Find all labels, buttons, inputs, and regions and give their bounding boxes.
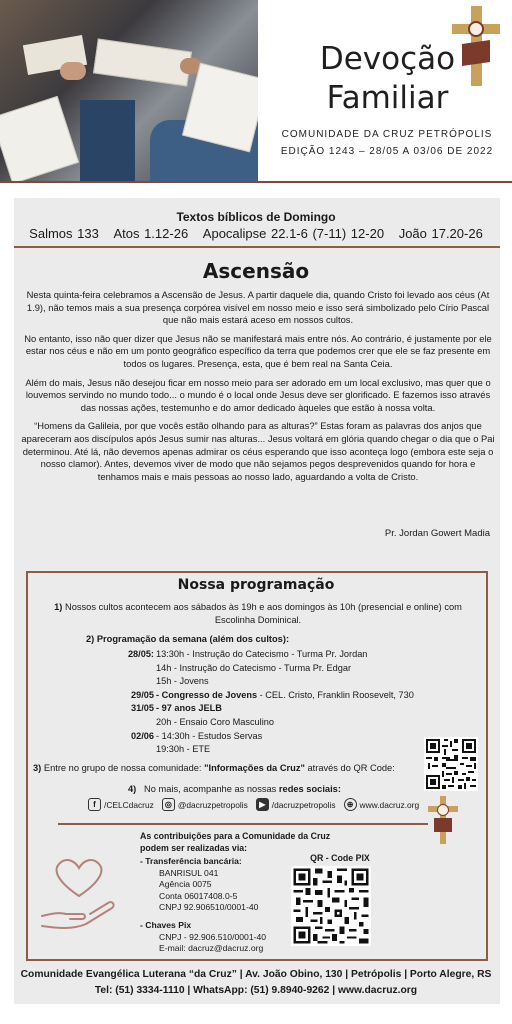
pix-line: CNPJ - 92.906.510/0001-40 bbox=[159, 931, 267, 942]
item-number: 1) bbox=[54, 602, 63, 612]
schedule-text: 20h - Ensaio Coro Masculino bbox=[156, 716, 274, 727]
contributions-heading-line: As contribuições para a Comunidade da Cruz bbox=[140, 831, 331, 841]
header bbox=[0, 0, 512, 182]
divider bbox=[58, 823, 428, 825]
schedule-text: - 14:30h - Estudos Servas bbox=[156, 730, 263, 741]
article-title: Ascensão bbox=[202, 259, 310, 283]
item-text: No mais, acompanhe as nossas bbox=[144, 784, 279, 794]
social-link-website[interactable] bbox=[344, 798, 420, 811]
bank-line: CNPJ 92.906510/0001-40 bbox=[159, 902, 259, 913]
social-label: @dacruzpetropolis bbox=[177, 799, 248, 810]
article-paragraph: Além do mais, Jesus não desejou ficar em nosso meio para ser adorado em um local exclusivo, mas quer que o louvemos servindo no mundo todo... o mundo é o local onde Jesus deve ser glorificado. E fazemos isso através das nossas ações, testemunho e do amor dedicado àqueles que estão à nossa volta. bbox=[25, 376, 491, 413]
social-label: www.dacruz.org bbox=[359, 799, 420, 810]
header-photo bbox=[0, 0, 258, 182]
readings-heading: Textos bíblicos de Domingo bbox=[176, 210, 336, 224]
schedule-date: 29/05 bbox=[131, 689, 154, 700]
schedule-date: 31/05 bbox=[131, 703, 154, 714]
social-link-instagram[interactable] bbox=[162, 798, 248, 811]
reading-item: João 17.20-26 bbox=[398, 226, 483, 241]
schedule-event: - 97 anos JELB bbox=[156, 703, 222, 714]
schedule-text: - CEL. Cristo, Franklin Roosevelt, 730 bbox=[257, 689, 414, 700]
footer-contacts: Tel: (51) 3334-1110 | WhatsApp: (51) 9.8940-9262 | www.dacruz.org bbox=[94, 985, 418, 996]
weekly-schedule bbox=[88, 648, 448, 757]
transfer-label: - Transferência bancária: bbox=[140, 856, 242, 866]
article-paragraph: Nesta quinta-feira celebramos a Ascensão de Jesus. A partir daquele dia, quando Cristo foi levado aos céus (At 1.9), não temos mais a sua presença corpórea visível em nosso meio e isso será simbolizado pelo Círio Pascal que não mais estará aceso em nossos cultos. bbox=[26, 289, 490, 326]
schedule-row bbox=[88, 743, 448, 757]
article-paragraph: “Homens da Galileia, por que vocês estão olhando para as alturas?” Estas foram as palavras dos anjos que apareceram aos discípulos após Jesus sumir nas alturas... Jesus voltará em glória quando chegar o dia que o Pai determinou. Até lá, não devemos apenas admirar os céus esperando que isso aconteça logo (embora este seja o nosso clamor). Antes, devemos viver de modo que não sejamos pegos desprevenidos quando for hora e tenhamos mais e mais pessoas ao nosso lado, aguardando a volta de Cristo. bbox=[21, 420, 495, 482]
reading-item: Salmos 133 bbox=[29, 226, 99, 241]
schedule-date: 28/05: bbox=[127, 649, 154, 659]
reading-item: Apocalipse 22.1-6 (7-11) 12-20 bbox=[202, 226, 385, 241]
bank-line: Conta 06017408.0-5 bbox=[159, 890, 238, 901]
article-author: Pr. Jordan Gowert Madia bbox=[384, 528, 490, 539]
item-text: Nossos cultos acontecem aos sábados às 19h e aos domingos às 10h (presencial e online) com Escolinha Dominical. bbox=[64, 602, 462, 625]
contributions-heading-line: podem ser realizadas via: bbox=[140, 843, 248, 853]
schedule-text: 19:30h - ETE bbox=[156, 744, 211, 755]
social-links bbox=[88, 798, 427, 811]
schedule-date bbox=[88, 743, 156, 757]
instagram-icon: ◎ bbox=[162, 798, 175, 811]
social-label: /dacruzpetropolis bbox=[271, 799, 336, 810]
page-title bbox=[300, 40, 475, 118]
youtube-icon: ▶ bbox=[256, 798, 269, 811]
whatsapp-group-qr-code[interactable] bbox=[424, 737, 478, 791]
schedule-text: 13:30h - Instrução do Catecismo - Turma Pr. Jordan bbox=[156, 649, 368, 659]
schedule-date: 02/06 bbox=[131, 730, 154, 741]
divider bbox=[14, 246, 500, 248]
social-link-facebook[interactable] bbox=[88, 798, 154, 811]
title-line-2: Familiar bbox=[326, 80, 449, 116]
group-name: "Informações da Cruz" bbox=[204, 763, 305, 773]
social-label: /CELCdacruz bbox=[104, 799, 154, 810]
article-paragraph: No entanto, isso não quer dizer que Jesus não se manifestará mais entre nós. Ao contrário, é justamente por ele estar nos céus e não em um ponto geográfico específico da terra que podemos crer que ele se faz presente em todos os lugares. Presença, esta, que é bem real na Santa Ceia. bbox=[24, 332, 492, 369]
pix-qr-code[interactable] bbox=[291, 866, 371, 946]
pix-label: - Chaves Pix bbox=[140, 919, 192, 930]
footer-address: Comunidade Evangélica Luterana “da Cruz” | Av. João Obino, 130 | Petrópolis | Porto Alegre, RS bbox=[20, 969, 492, 980]
schedule-row bbox=[88, 689, 448, 703]
bank-line: BANRISUL 041 bbox=[159, 867, 219, 878]
schedule-event: - Congresso de Jovens bbox=[156, 689, 258, 700]
title-line-1: Devoção bbox=[319, 41, 456, 77]
pix-line: E-mail: dacruz@dacruz.org bbox=[159, 943, 264, 954]
edition-info: EDIÇÃO 1243 – 28/05 A 03/06 DE 2022 bbox=[280, 146, 494, 157]
program-item-4 bbox=[128, 784, 341, 794]
schedule-text: 14h - Instrução do Catecismo - Turma Pr. Edgar bbox=[156, 662, 352, 673]
schedule-row bbox=[88, 702, 448, 716]
item-text: Entre no grupo de nossa comunidade: bbox=[43, 763, 205, 773]
item-number: 4) bbox=[128, 784, 137, 794]
reading-item: Atos 1.12-26 bbox=[113, 226, 189, 241]
qr-pix-title: QR - Code PIX bbox=[310, 853, 370, 863]
article-body bbox=[20, 289, 496, 489]
social-link-youtube[interactable] bbox=[256, 798, 336, 811]
item-number: 3) bbox=[33, 763, 42, 773]
program-title: Nossa programação bbox=[177, 577, 335, 593]
facebook-icon: f bbox=[88, 798, 101, 811]
schedule-row bbox=[88, 675, 448, 689]
item-text-bold: redes sociais: bbox=[278, 784, 341, 794]
program-item-3 bbox=[33, 763, 395, 773]
contributions-details bbox=[140, 856, 266, 955]
community-name: COMUNIDADE DA CRUZ PETRÓPOLIS bbox=[281, 129, 493, 140]
schedule-date bbox=[88, 716, 156, 730]
schedule-text: 15h - Jovens bbox=[156, 676, 209, 687]
heart-hand-icon bbox=[38, 852, 120, 934]
globe-icon: ⊕ bbox=[344, 798, 357, 811]
program-item-2-heading: 2) Programação da semana (além dos cultos): bbox=[86, 634, 290, 644]
schedule-date bbox=[88, 675, 156, 689]
item-text: através do QR Code: bbox=[304, 763, 395, 773]
schedule-row bbox=[88, 716, 448, 730]
bank-line: Agência 0075 bbox=[159, 879, 212, 890]
cross-logo-small bbox=[428, 796, 458, 844]
schedule-row bbox=[88, 730, 448, 744]
schedule-row bbox=[88, 648, 448, 662]
schedule-row bbox=[88, 662, 448, 676]
schedule-date bbox=[88, 662, 156, 676]
readings-list bbox=[0, 226, 512, 241]
header-divider bbox=[0, 181, 512, 183]
contributions-heading bbox=[140, 830, 330, 854]
program-item-1 bbox=[36, 601, 480, 627]
